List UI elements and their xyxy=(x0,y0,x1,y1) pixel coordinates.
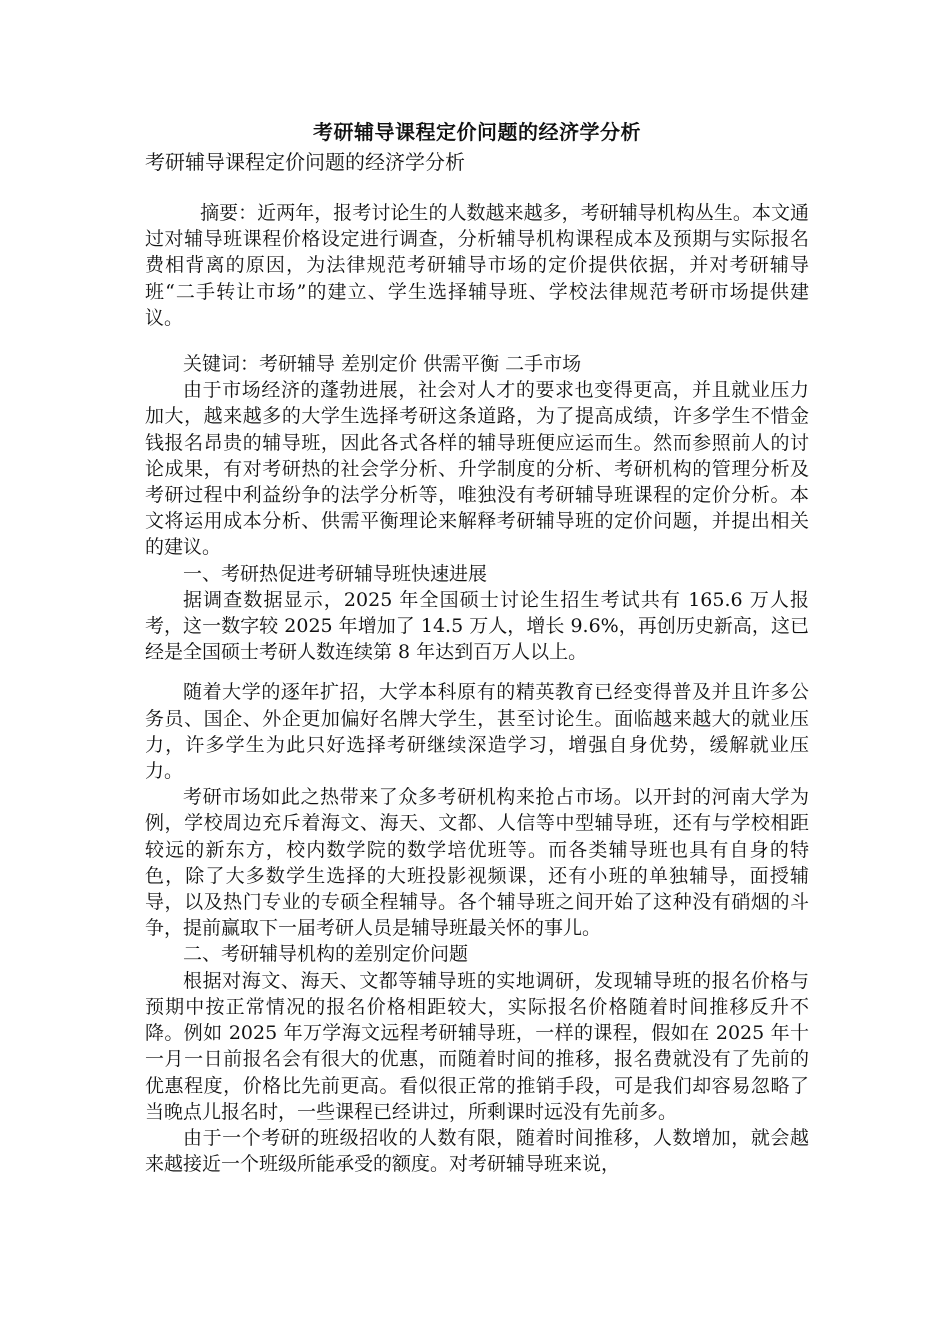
document-page xyxy=(145,118,809,1177)
section-2-paragraph-1: 根据对海文、海天、文都等辅导班的实地调研，发现辅导班的报名价格与预期中按正常情况的报名价格相距较大，实际报名价格随着时间推移反升不降。例如 2025 年万学海文远程考研辅导班，一样的课程，假如在 2025 年十一月一日前报名会有很大的优惠，而随着时间的推移，报名费就没有了先前的优惠程度，价格比先前更高。看似很正常的推销手段，可是我们却容易忽略了当晚点儿报名时，一些课程已经讲过，所剩课时远没有先前多。 xyxy=(145,969,809,1123)
document-title: 考研辅导课程定价问题的经济学分析 xyxy=(313,120,641,144)
intro-paragraph: 由于市场经济的蓬勃进展，社会对人才的要求也变得更高，并且就业压力加大，越来越多的大学生选择考研这条道路，为了提高成绩，许多学生不惜金钱报名昂贵的辅导班，因此各式各样的辅导班便应运而生。然而参照前人的讨论成果，有对考研热的社会学分析、升学制度的分析、考研机构的管理分析及考研过程中利益纷争的法学分析等，唯独没有考研辅导班课程的定价分析。本文将运用成本分析、供需平衡理论来解释考研辅导班的定价问题，并提出相关的建议。 xyxy=(145,379,809,559)
keywords-line: 关键词：考研辅导 差别定价 供需平衡 二手市场 xyxy=(183,353,582,376)
spacer xyxy=(145,176,809,200)
section-1-paragraph-3: 考研市场如此之热带来了众多考研机构来抢占市场。以开封的河南大学为例，学校周边充斥着海文、海天、文都、人信等中型辅导班，还有与学校相距较远的新东方，校内数学院的数学培优班等。而各类辅导班也具有自身的特色，除了大多数学生选择的大班投影视频课，还有小班的单独辅导，面授辅导，以及热门专业的专硕全程辅导。各个辅导班之间开始了这种没有硝烟的斗争，提前赢取下一届考研人员是辅导班最关怀的事儿。 xyxy=(145,786,809,940)
section-1-paragraph-1: 据调查数据显示，2025 年全国硕士讨论生招生考试共有 165.6 万人报考，这一数字较 2025 年增加了 14.5 万人，增长 9.6%，再创历史新高，这已经是全国硕士考研人数连续第 8 年达到百万人以上。 xyxy=(145,588,809,664)
section-1-heading: 一、考研热促进考研辅导班快速进展 xyxy=(183,562,488,585)
section-1-paragraph-2: 随着大学的逐年扩招，大学本科原有的精英教育已经变得普及并且许多公务员、国企、外企更加偏好名牌大学生，甚至讨论生。面临越来越大的就业压力，许多学生为此只好选择考研继续深造学习，增强自身优势，缓解就业压力。 xyxy=(145,681,809,783)
document-subtitle: 考研辅导课程定价问题的经济学分析 xyxy=(145,150,465,174)
spacer xyxy=(145,331,809,351)
section-2-paragraph-2: 由于一个考研的班级招收的人数有限，随着时间推移，人数增加，就会越来越接近一个班级所能承受的额度。对考研辅导班来说， xyxy=(145,1126,809,1176)
spacer xyxy=(145,665,809,679)
section-2-heading: 二、考研辅导机构的差别定价问题 xyxy=(183,943,469,966)
abstract-paragraph: 摘要：近两年，报考讨论生的人数越来越多，考研辅导机构丛生。本文通过对辅导班课程价格设定进行调查，分析辅导机构课程成本及预期与实际报名费相背离的原因，为法律规范考研辅导市场的定价提供依据，并对考研辅导班“二手转让市场”的建立、学生选择辅导班、学校法律规范考研市场提供建议。 xyxy=(145,202,809,329)
